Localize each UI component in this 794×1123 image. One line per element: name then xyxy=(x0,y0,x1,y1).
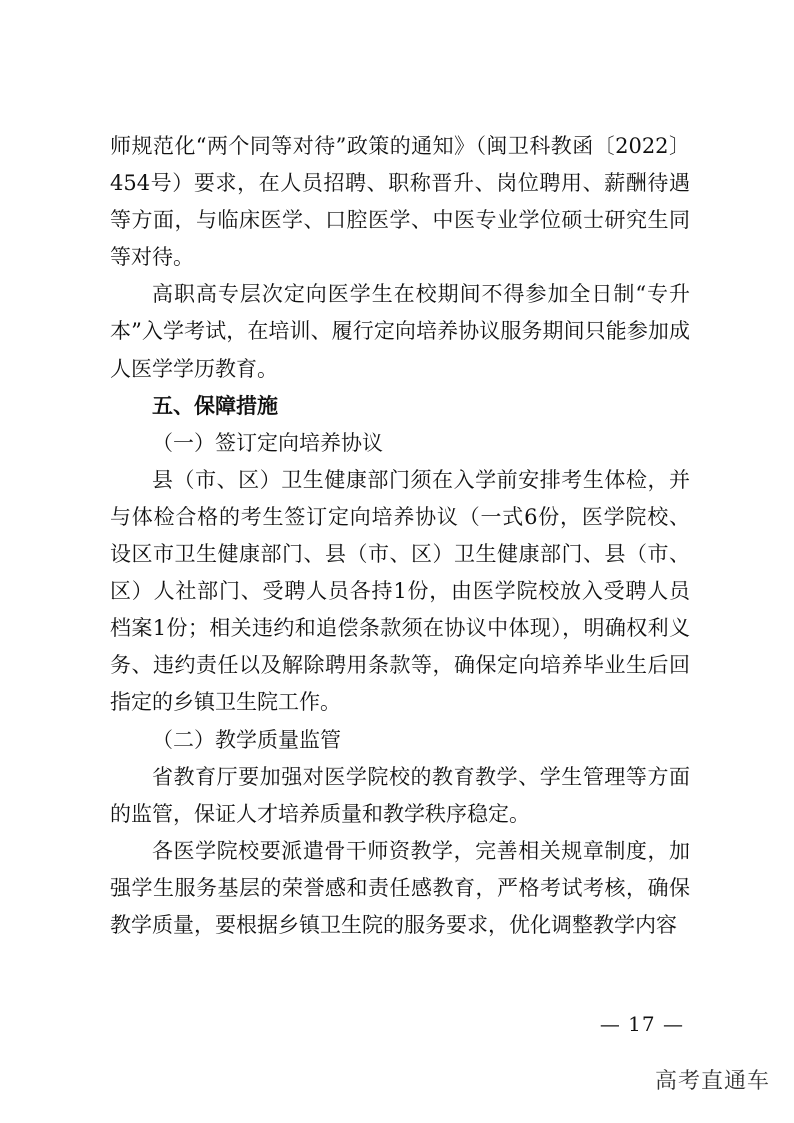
section-heading-safeguards: 五、保障措施 xyxy=(152,393,278,418)
paragraph-agreement-details: 县（市、区）卫生健康部门须在入学前安排考生体检，并与体检合格的考生签订定向培养协议（一式6份，医学院校、设区市卫生健康部门、县（市、区）卫生健康部门、县（市、区）人社部门、受聘人员各持1份，由医学院校放入受聘人员档案1份；相关违约和追偿条款须在协议中体现），明确权利义务、违约责任以及解除聘用条款等，确保定向培养毕业生后回指定的乡镇卫生院工作。 xyxy=(110,467,690,715)
document-body xyxy=(110,128,690,944)
subheading-teaching-quality: （二）教学质量监管 xyxy=(152,727,341,752)
page-number: — 17 — xyxy=(599,1012,684,1036)
subheading-sign-agreement: （一）签订定向培养协议 xyxy=(152,430,383,455)
paragraph-policy-continuation: 师规范化“两个同等对待”政策的通知》（闽卫科教函〔2022〕454号）要求，在人员招聘、职称晋升、岗位聘用、薪酬待遇等方面，与临床医学、口腔医学、中医专业学位硕士研究生同等对待。 xyxy=(110,134,690,270)
paragraph-medical-schools-duties: 各医学院校要派遣骨干师资教学，完善相关规章制度，加强学生服务基层的荣誉感和责任感教育，严格考试考核，确保教学质量，要根据乡镇卫生院的服务要求，优化调整教学内容 xyxy=(110,838,690,937)
watermark-logo-text: 高考直通车 xyxy=(654,1069,770,1094)
paragraph-education-dept-supervision: 省教育厅要加强对医学院校的教育教学、学生管理等方面的监管，保证人才培养质量和教学秩序稳定。 xyxy=(110,764,690,826)
paragraph-vocational-students: 高职高专层次定向医学生在校期间不得参加全日制“专升本”入学考试，在培训、履行定向培养协议服务期间只能参加成人医学学历教育。 xyxy=(110,282,690,381)
